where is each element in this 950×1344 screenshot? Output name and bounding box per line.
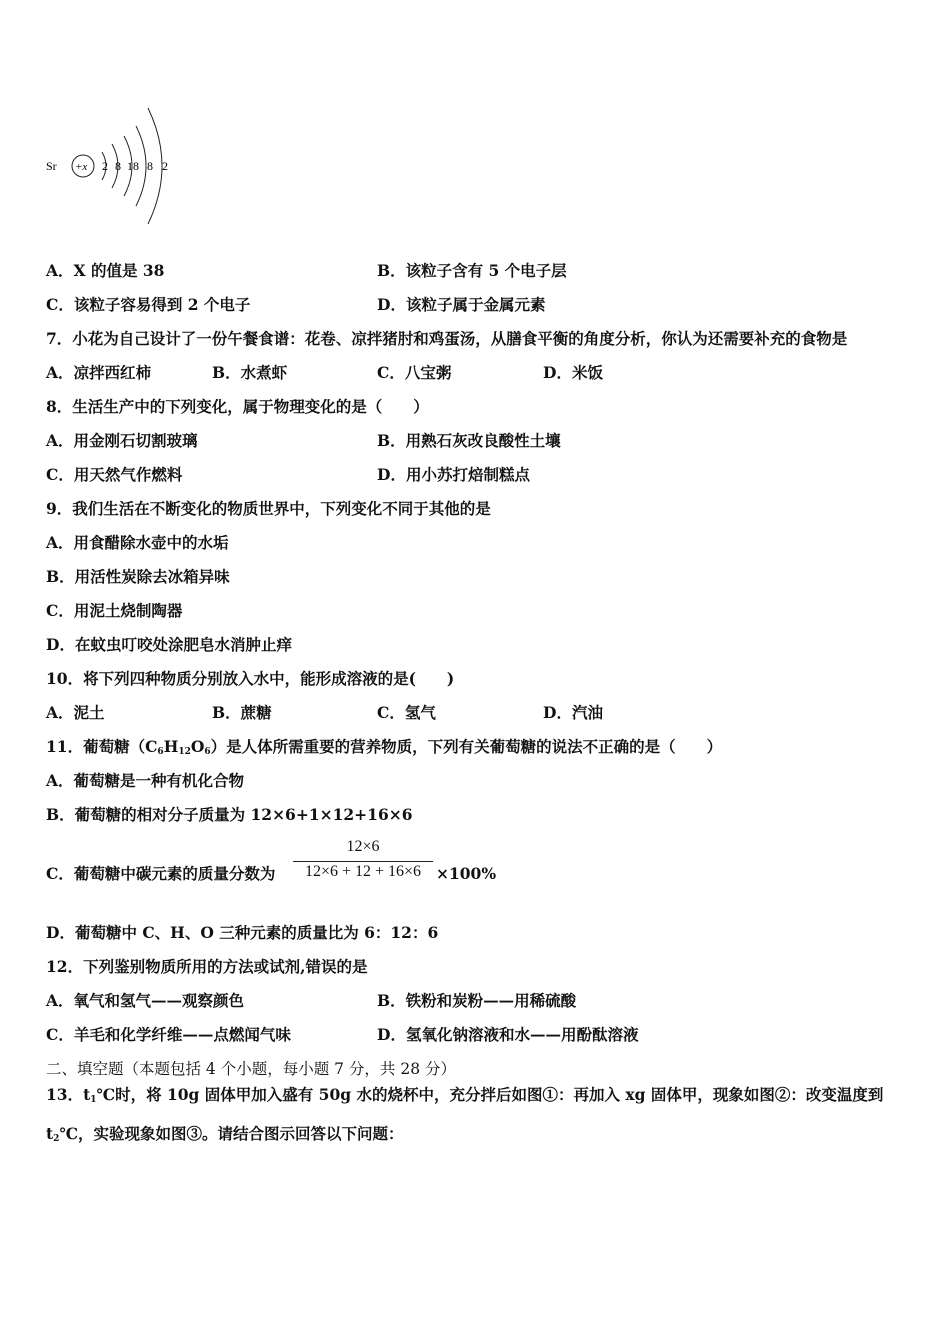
q13-line-1 [46, 1085, 883, 1110]
q11-stem-post: ）是人体所需重要的营养物质，下列有关葡萄糖的说法不正确的是（ ） [210, 737, 723, 756]
q7-stem: 7．小花为自己设计了一份午餐食谱：花卷、凉拌猪肘和鸡蛋汤，从膳食平衡的角度分析，你认为还需要补充的食物是 [46, 329, 848, 348]
fraction-numerator: 12×6 [346, 838, 380, 855]
shell-electrons-1: 2 [102, 159, 108, 173]
q11-option-c-percent: ×100% [436, 864, 497, 883]
q12-option-d: D．氢氧化钠溶液和水——用酚酞溶液 [377, 1025, 639, 1044]
q10-option-d: D．汽油 [543, 703, 603, 722]
formula-o: O [190, 737, 205, 756]
formula-sub-o: 6 [204, 747, 211, 757]
q9-option-a: A．用食醋除水壶中的水垢 [46, 533, 229, 552]
formula-h: H [163, 737, 179, 756]
q6-option-d: D．该粒子属于金属元素 [377, 295, 546, 314]
q11-option-a: A．葡萄糖是一种有机化合物 [46, 771, 245, 790]
q9-stem: 9．我们生活在不断变化的物质世界中，下列变化不同于其他的是 [46, 499, 491, 518]
q11-stem [46, 737, 722, 762]
q12-option-b: B．铁粉和炭粉——用稀硫酸 [377, 991, 577, 1010]
q9-option-c: C．用泥土烧制陶器 [46, 601, 183, 620]
fraction-bar [293, 861, 433, 862]
q12-stem: 12．下列鉴别物质所用的方法或试剂,错误的是 [46, 957, 368, 976]
q13-line-2-start: t [46, 1124, 54, 1143]
element-symbol: Sr [46, 159, 57, 173]
q8-option-a: A．用金刚石切割玻璃 [46, 431, 198, 450]
shell-electrons-2: 8 [115, 159, 121, 173]
q8-option-b: B．用熟石灰改良酸性土壤 [377, 431, 561, 450]
q8-option-d: D．用小苏打焙制糕点 [377, 465, 530, 484]
q10-option-c: C．氢气 [377, 703, 436, 722]
shell-electrons-5: 2 [162, 159, 168, 173]
atom-structure-diagram [40, 100, 190, 230]
q6-option-a: A．X 的值是 38 [46, 261, 165, 280]
q7-option-b: B．水煮虾 [212, 363, 288, 382]
q11-option-c-label: C．葡萄糖中碳元素的质量分数为 [46, 864, 276, 883]
fraction-denominator: 12×6 + 12 + 16×6 [304, 863, 422, 880]
q10-option-b: B．蔗糖 [212, 703, 272, 722]
shell-electrons-3: 18 [127, 159, 139, 173]
shell-electrons-4: 8 [147, 159, 153, 173]
q13-line-1-rest: ℃时，将 10g 固体甲加入盛有 50g 水的烧杯中，充分拌后如图①：再加入 xg 固体甲，现象如图②：改变温度到 [96, 1085, 884, 1104]
q13-line-1-start: 13．t [46, 1085, 91, 1104]
q12-option-c: C．羊毛和化学纤维——点燃闻气味 [46, 1025, 291, 1044]
q7-option-d: D．米饭 [543, 363, 603, 382]
q6-option-b: B．该粒子含有 5 个电子层 [377, 261, 567, 280]
formula-sub-c: 6 [157, 747, 164, 757]
q11-option-d: D．葡萄糖中 C、H、O 三种元素的质量比为 6：12：6 [46, 923, 439, 942]
q11-stem-pre: 11．葡萄糖（C [46, 737, 158, 756]
q12-option-a: A．氧气和氢气——观察颜色 [46, 991, 245, 1010]
temp-sub-2: 2 [53, 1134, 60, 1144]
mass-fraction-formula [293, 838, 433, 888]
section-heading-fill-in: 二、填空题（本题包括 4 个小题，每小题 7 分，共 28 分） [46, 1060, 457, 1078]
q8-option-c: C．用天然气作燃料 [46, 465, 183, 484]
q13-line-2 [46, 1124, 404, 1149]
q13-line-2-rest: ℃，实验现象如图③。请结合图示回答以下问题： [59, 1124, 404, 1143]
formula-sub-h: 12 [178, 747, 191, 757]
q7-option-c: C．八宝粥 [377, 363, 452, 382]
q10-option-a: A．泥土 [46, 703, 105, 722]
q6-option-c: C．该粒子容易得到 2 个电子 [46, 295, 251, 314]
q10-stem: 10．将下列四种物质分别放入水中，能形成溶液的是( ) [46, 669, 455, 688]
temp-sub-1: 1 [90, 1095, 97, 1105]
q8-stem: 8．生活生产中的下列变化，属于物理变化的是（ ） [46, 397, 429, 416]
q9-option-b: B．用活性炭除去冰箱异味 [46, 567, 230, 586]
nucleus-charge: +x [75, 161, 88, 173]
q11-option-b: B．葡萄糖的相对分子质量为 12×6+1×12+16×6 [46, 805, 413, 824]
q9-option-d: D．在蚊虫叮咬处涂肥皂水消肿止痒 [46, 635, 292, 654]
q7-option-a: A．凉拌西红柿 [46, 363, 152, 382]
